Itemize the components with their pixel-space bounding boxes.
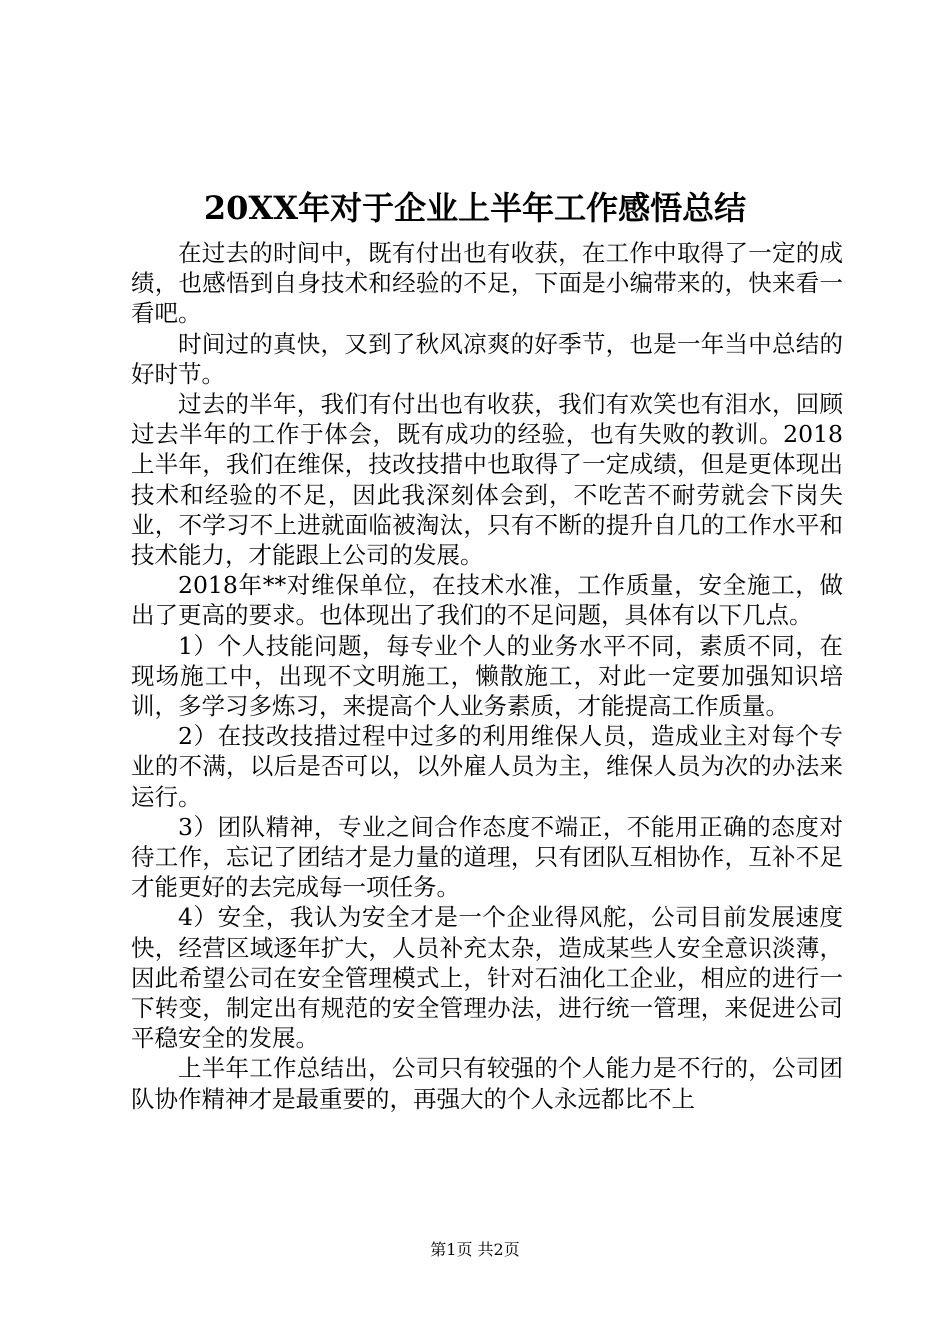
paragraph: 2018年**对维保单位，在技术水准，工作质量，安全施工，做出了更高的要求。也体现出了我们的不足问题，具体有以下几点。 xyxy=(131,571,843,630)
paragraph: 2）在技改技措过程中过多的利用维保人员，造成业主对每个专业的不满，以后是否可以，以外雇人员为主，维保人员为次的办法来运行。 xyxy=(131,722,843,811)
paragraph: 上半年工作总结出，公司只有较强的个人能力是不行的，公司团队协作精神才是最重要的，再强大的个人永远都比不上 xyxy=(131,1054,843,1113)
paragraph: 时间过的真快，又到了秋风凉爽的好季节，也是一年当中总结的好时节。 xyxy=(131,329,843,388)
paragraph: 4）安全，我认为安全才是一个企业得风舵，公司目前发展速度快，经营区域逐年扩大，人员补充太杂，造成某些人安全意识淡薄，因此希望公司在安全管理模式上，针对石油化工企业，相应的进行一下转变，制定出有规范的安全管理办法，进行统一管理，来促进公司平稳安全的发展。 xyxy=(131,903,843,1053)
paragraph: 1）个人技能问题，每专业个人的业务水平不同，素质不同，在现场施工中，出现不文明施工，懒散施工，对此一定要加强知识培训，多学习多炼习，来提高个人业务素质，才能提高工作质量。 xyxy=(131,631,843,721)
paragraph: 3）团队精神，专业之间合作态度不端正，不能用正确的态度对待工作，忘记了团结才是力量的道理，只有团队互相协作，互补不足才能更好的去完成每一项任务。 xyxy=(131,812,843,902)
paragraph: 在过去的时间中，既有付出也有收获，在工作中取得了一定的成绩，也感悟到自身技术和经验的不足，下面是小编带来的，快来看一看吧。 xyxy=(131,239,843,328)
document-body xyxy=(131,238,843,1114)
document-title: 20XX年对于企业上半年工作感悟总结 xyxy=(203,189,747,227)
page-footer: 第1页 共2页 xyxy=(430,1240,520,1259)
paragraph: 过去的半年，我们有付出也有收获，我们有欢笑也有泪水，回顾过去半年的工作于体会，既有成功的经验，也有失败的教训。2018上半年，我们在维保，技改技措中也取得了一定成绩，但是更体现出技术和经验的不足，因此我深刻体会到，不吃苦不耐劳就会下岗失业，不学习不上进就面临被淘汰，只有不断的提升自几的工作水平和技术能力，才能跟上公司的发展。 xyxy=(131,390,843,570)
